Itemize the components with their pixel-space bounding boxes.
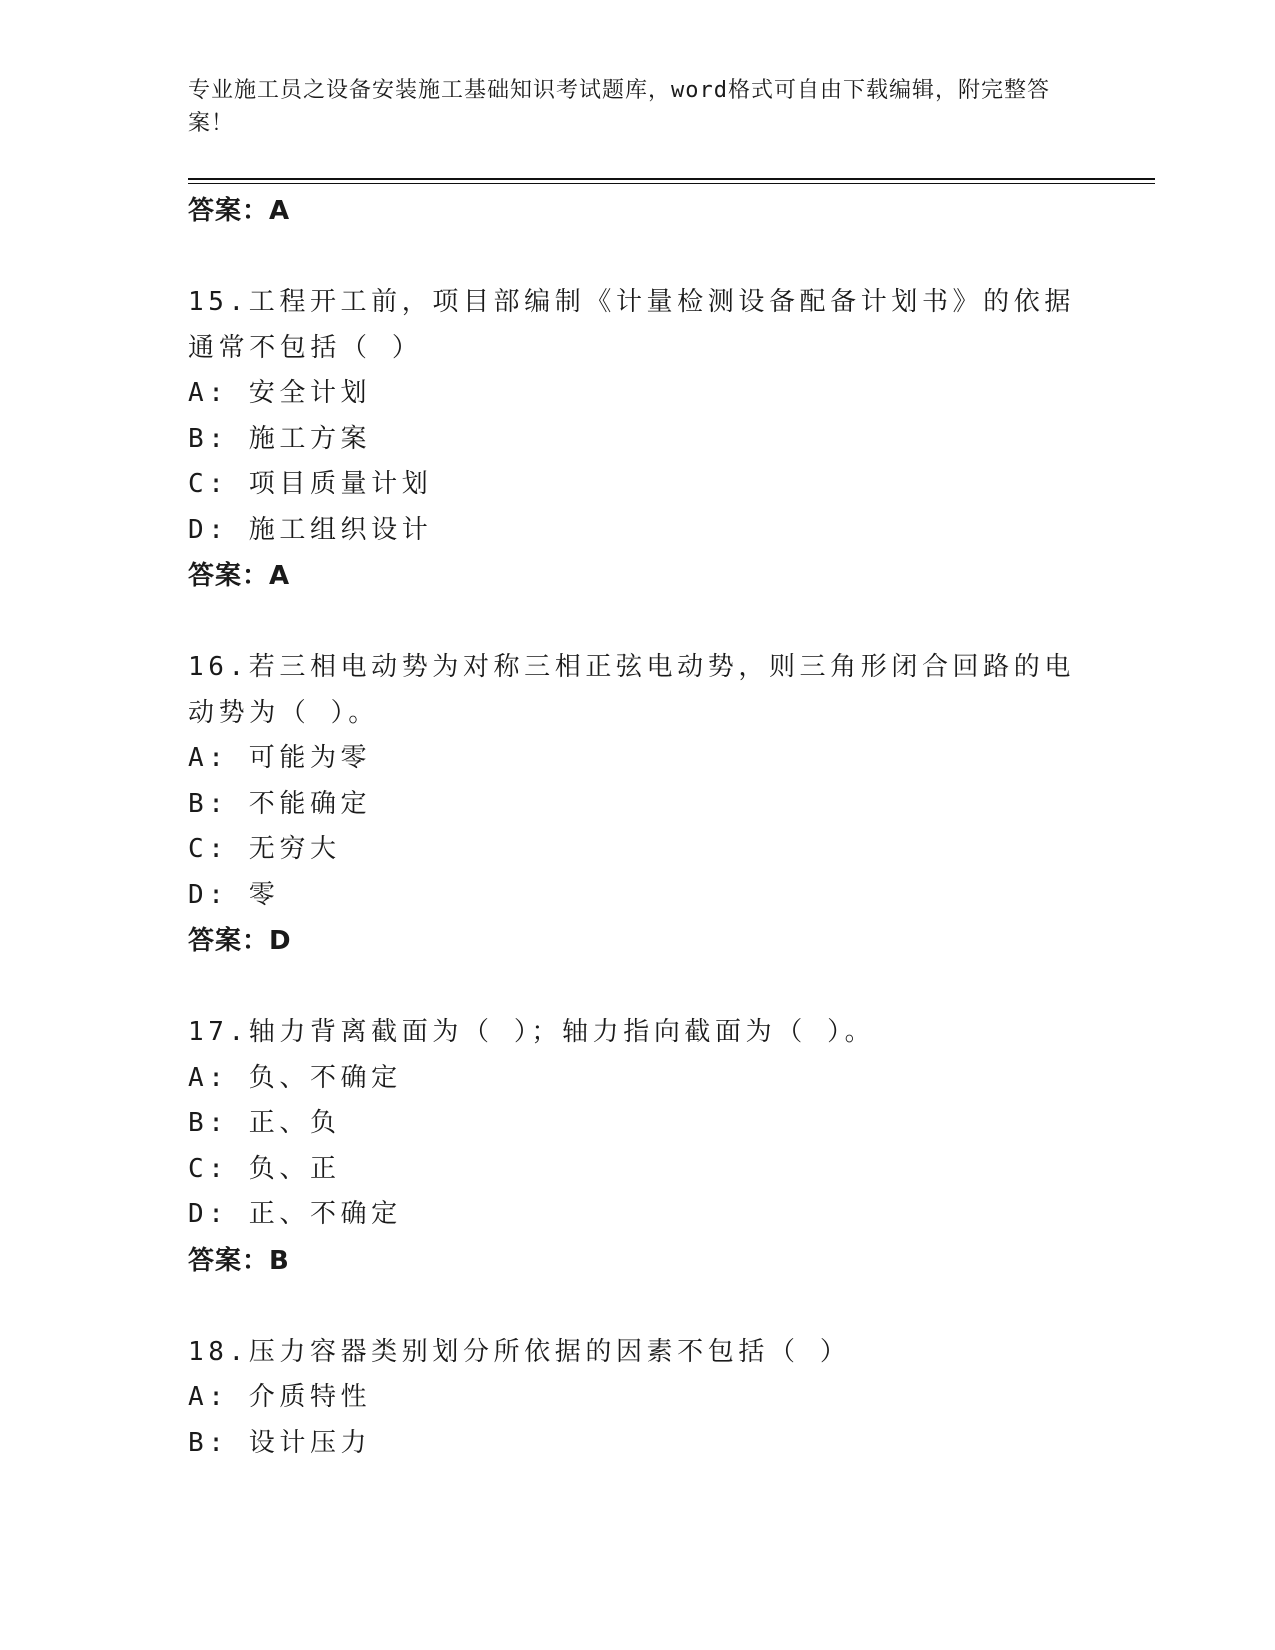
question-stem: 16.若三相电动势为对称三相正弦电动势，则三角形闭合回路的电动势为（ ）。 bbox=[188, 652, 1075, 728]
block-spacer bbox=[188, 964, 1088, 1010]
answer-line: 答案：A bbox=[188, 561, 291, 591]
header-rule-thick bbox=[188, 178, 1155, 180]
option-d: D: 施工组织设计 bbox=[188, 514, 433, 545]
option-b: B: 不能确定 bbox=[188, 788, 372, 819]
option-a: A: 介质特性 bbox=[188, 1382, 372, 1412]
option-c: C: 负、正 bbox=[188, 1153, 341, 1184]
question-stem: 18.压力容器类别划分所依据的因素不包括（ ） bbox=[188, 1336, 851, 1367]
question-block bbox=[188, 280, 1088, 599]
question-stem: 15.工程开工前，项目部编制《计量检测设备配备计划书》的依据通常不包括（ ） bbox=[188, 287, 1075, 363]
option-a: A: 安全计划 bbox=[188, 378, 372, 408]
question-block bbox=[188, 1010, 1088, 1284]
option-b: B: 正、负 bbox=[188, 1108, 341, 1138]
option-d: D: 正、不确定 bbox=[188, 1199, 402, 1229]
document-body bbox=[188, 188, 1088, 1466]
block-spacer bbox=[188, 1284, 1088, 1330]
answer-line: 答案：B bbox=[188, 1245, 290, 1276]
option-a: A: 可能为零 bbox=[188, 743, 372, 773]
block-spacer bbox=[188, 599, 1088, 645]
option-a: A: 负、不确定 bbox=[188, 1062, 402, 1093]
block-spacer bbox=[188, 234, 1088, 280]
answer-line: 答案：D bbox=[188, 926, 292, 956]
header-rule-thin bbox=[188, 183, 1155, 184]
question-block bbox=[188, 645, 1088, 964]
option-b: B: 设计压力 bbox=[188, 1427, 372, 1458]
option-d: D: 零 bbox=[188, 879, 280, 910]
answer-line: 答案：A bbox=[188, 196, 291, 226]
option-c: C: 项目质量计划 bbox=[188, 469, 433, 499]
question-stem: 17.轴力背离截面为（ ）；轴力指向截面为（ ）。 bbox=[188, 1017, 876, 1047]
page-header: 专业施工员之设备安装施工基础知识考试题库，word格式可自由下载编辑，附完整答案！ bbox=[188, 78, 1050, 136]
option-c: C: 无穷大 bbox=[188, 834, 341, 864]
question-block bbox=[188, 1330, 1088, 1467]
option-b: B: 施工方案 bbox=[188, 423, 372, 454]
